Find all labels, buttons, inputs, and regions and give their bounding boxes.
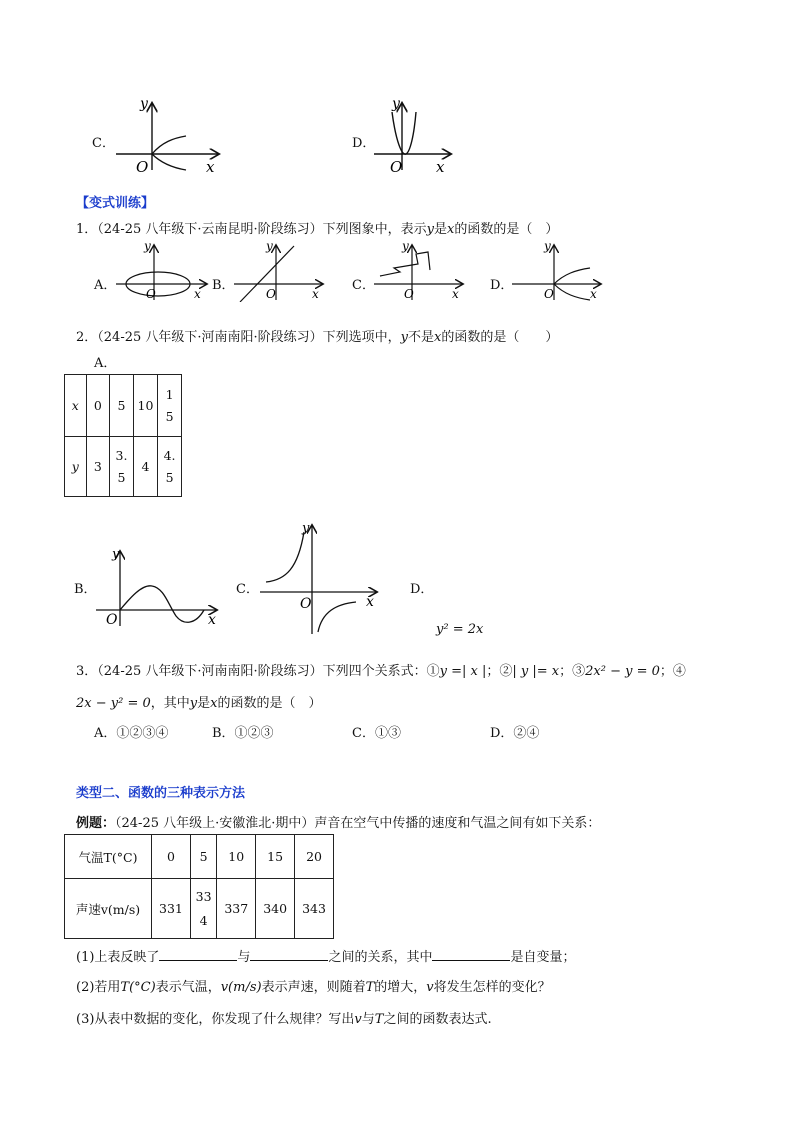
q3-stem-line2: 2x − y² = 0，其中y是x的函数的是（ ） <box>76 696 322 711</box>
hyperbola-upper-left <box>266 532 304 582</box>
zigzag-curve <box>380 252 430 276</box>
y-label: y <box>140 96 148 112</box>
q2-graph-b <box>92 546 222 628</box>
q1-graph-c <box>370 240 466 302</box>
q2-table <box>64 374 182 497</box>
prev-graph-d <box>370 96 460 176</box>
q1-stem: 1．（24-25 八年级下·云南昆明·阶段练习）下列图象中，表示y是x的函数的是（ ） <box>76 222 559 237</box>
x-label: x <box>206 158 215 176</box>
y-label: y <box>402 240 409 253</box>
table-row <box>65 375 182 437</box>
table-cell: 343 <box>295 879 334 939</box>
answer-blank[interactable] <box>250 948 328 961</box>
table-cell: 337 <box>217 879 256 939</box>
origin-label: O <box>146 287 156 301</box>
table-cell: 5 <box>190 835 216 879</box>
q3-choice-b: B．①②③ <box>212 726 274 741</box>
y-label: y <box>266 240 273 253</box>
hyperbola-lower-right <box>318 602 356 632</box>
sound-speed-table <box>64 834 334 939</box>
curve-upper <box>554 268 590 284</box>
table-cell: 0 <box>152 835 191 879</box>
q3-stem: 3．（24-25 八年级下·河南南阳·阶段练习）下列四个关系式：①y =| x |；②| y |= x；③2x² − y = 0；④ <box>76 664 686 679</box>
table-cell: 20 <box>295 835 334 879</box>
x-label: x <box>452 287 459 301</box>
q3-number: 3． <box>76 664 98 679</box>
q2-formula-d: y² = 2x <box>436 622 484 637</box>
table-cell: y <box>65 437 87 497</box>
prev-option-d-label: D． <box>352 136 376 151</box>
table-cell: 15 <box>256 835 295 879</box>
q3-choice-c: C．①③ <box>352 726 401 741</box>
origin-label: O <box>390 158 403 176</box>
x-label: x <box>590 287 597 301</box>
q1-graph-a <box>112 240 212 302</box>
example-part3: (3)从表中数据的变化，你发现了什么规律？写出v与T之间的函数表达式. <box>76 1012 492 1027</box>
table-cell: 331 <box>152 879 191 939</box>
answer-blank[interactable] <box>432 948 510 961</box>
example-part1: (1)上表反映了 与 之间的关系，其中 是自变量； <box>76 950 576 965</box>
table-cell: 5 <box>110 375 134 437</box>
table-cell: 0 <box>86 375 109 437</box>
y-label: y <box>544 240 551 253</box>
q2-option-c-label: C． <box>236 582 259 597</box>
q2-option-a-label: A． <box>94 356 117 371</box>
origin-label: O <box>404 287 414 301</box>
q2-number: 2． <box>76 330 98 345</box>
prev-option-c-label: C． <box>92 136 115 151</box>
section-type2-title: 类型二、函数的三种表示方法 <box>76 786 246 801</box>
prev-graph-c <box>110 96 230 176</box>
q1-option-c-label: C． <box>352 278 375 293</box>
curve-lower <box>554 284 590 300</box>
x-label: x <box>436 158 445 176</box>
y-label: y <box>302 521 310 536</box>
curve-lower <box>152 154 186 170</box>
table-row <box>65 879 334 939</box>
y-label: y <box>144 240 151 253</box>
q2-option-d-label: D． <box>410 582 434 597</box>
example-part2: (2)若用T(°C)表示气温，v(m/s)表示声速，则随着T的增大，v将发生怎样的变化？ <box>76 980 551 995</box>
q2-graph-c <box>256 520 382 638</box>
x-label: x <box>194 287 201 301</box>
q3-choice-d: D．②④ <box>490 726 540 741</box>
table-cell: 4. 5 <box>158 437 182 497</box>
origin-label: O <box>266 287 276 301</box>
q1-graph-b <box>230 240 326 302</box>
y-label: y <box>392 96 400 112</box>
y-label: y <box>112 547 120 562</box>
table-row <box>65 437 182 497</box>
table-cell: 1 5 <box>158 375 182 437</box>
parabola <box>392 112 416 154</box>
table-row <box>65 835 334 879</box>
q1-option-a-label: A． <box>94 278 117 293</box>
q1-option-b-label: B． <box>212 278 235 293</box>
table-cell: 4 <box>133 437 157 497</box>
curve-upper <box>152 136 186 154</box>
table-header-cell: 声速v(m/s) <box>65 879 152 939</box>
x-label: x <box>366 594 374 610</box>
sine-curve <box>120 586 204 622</box>
table-cell: 10 <box>217 835 256 879</box>
table-cell: 33 4 <box>190 879 216 939</box>
q2-option-b-label: B． <box>74 582 97 597</box>
example-stem: 例题：（24-25 八年级上·安徽淮北·期中）声音在空气中传播的速度和气温之间有如下关系： <box>76 816 601 831</box>
x-label: x <box>312 287 319 301</box>
origin-label: O <box>544 287 554 301</box>
table-cell: x <box>65 375 87 437</box>
origin-label: O <box>300 596 312 612</box>
table-cell: 3 <box>86 437 109 497</box>
table-cell: 3. 5 <box>110 437 134 497</box>
table-header-cell: 气温T(°C) <box>65 835 152 879</box>
table-cell: 10 <box>133 375 157 437</box>
q1-option-d-label: D． <box>490 278 514 293</box>
q3-choice-a: A．①②③④ <box>94 726 169 741</box>
q1-graph-d <box>508 240 604 302</box>
section-variant-title: 【变式训练】 <box>76 196 155 211</box>
x-label: x <box>208 612 216 628</box>
origin-label: O <box>136 158 149 176</box>
example-label: 例题： <box>76 816 116 831</box>
table-cell: 340 <box>256 879 295 939</box>
origin-label: O <box>106 612 118 628</box>
q2-stem: 2．（24-25 八年级下·河南南阳·阶段练习）下列选项中，y不是x的函数的是（ ） <box>76 330 559 345</box>
q1-number: 1． <box>76 222 98 237</box>
answer-blank[interactable] <box>159 948 237 961</box>
